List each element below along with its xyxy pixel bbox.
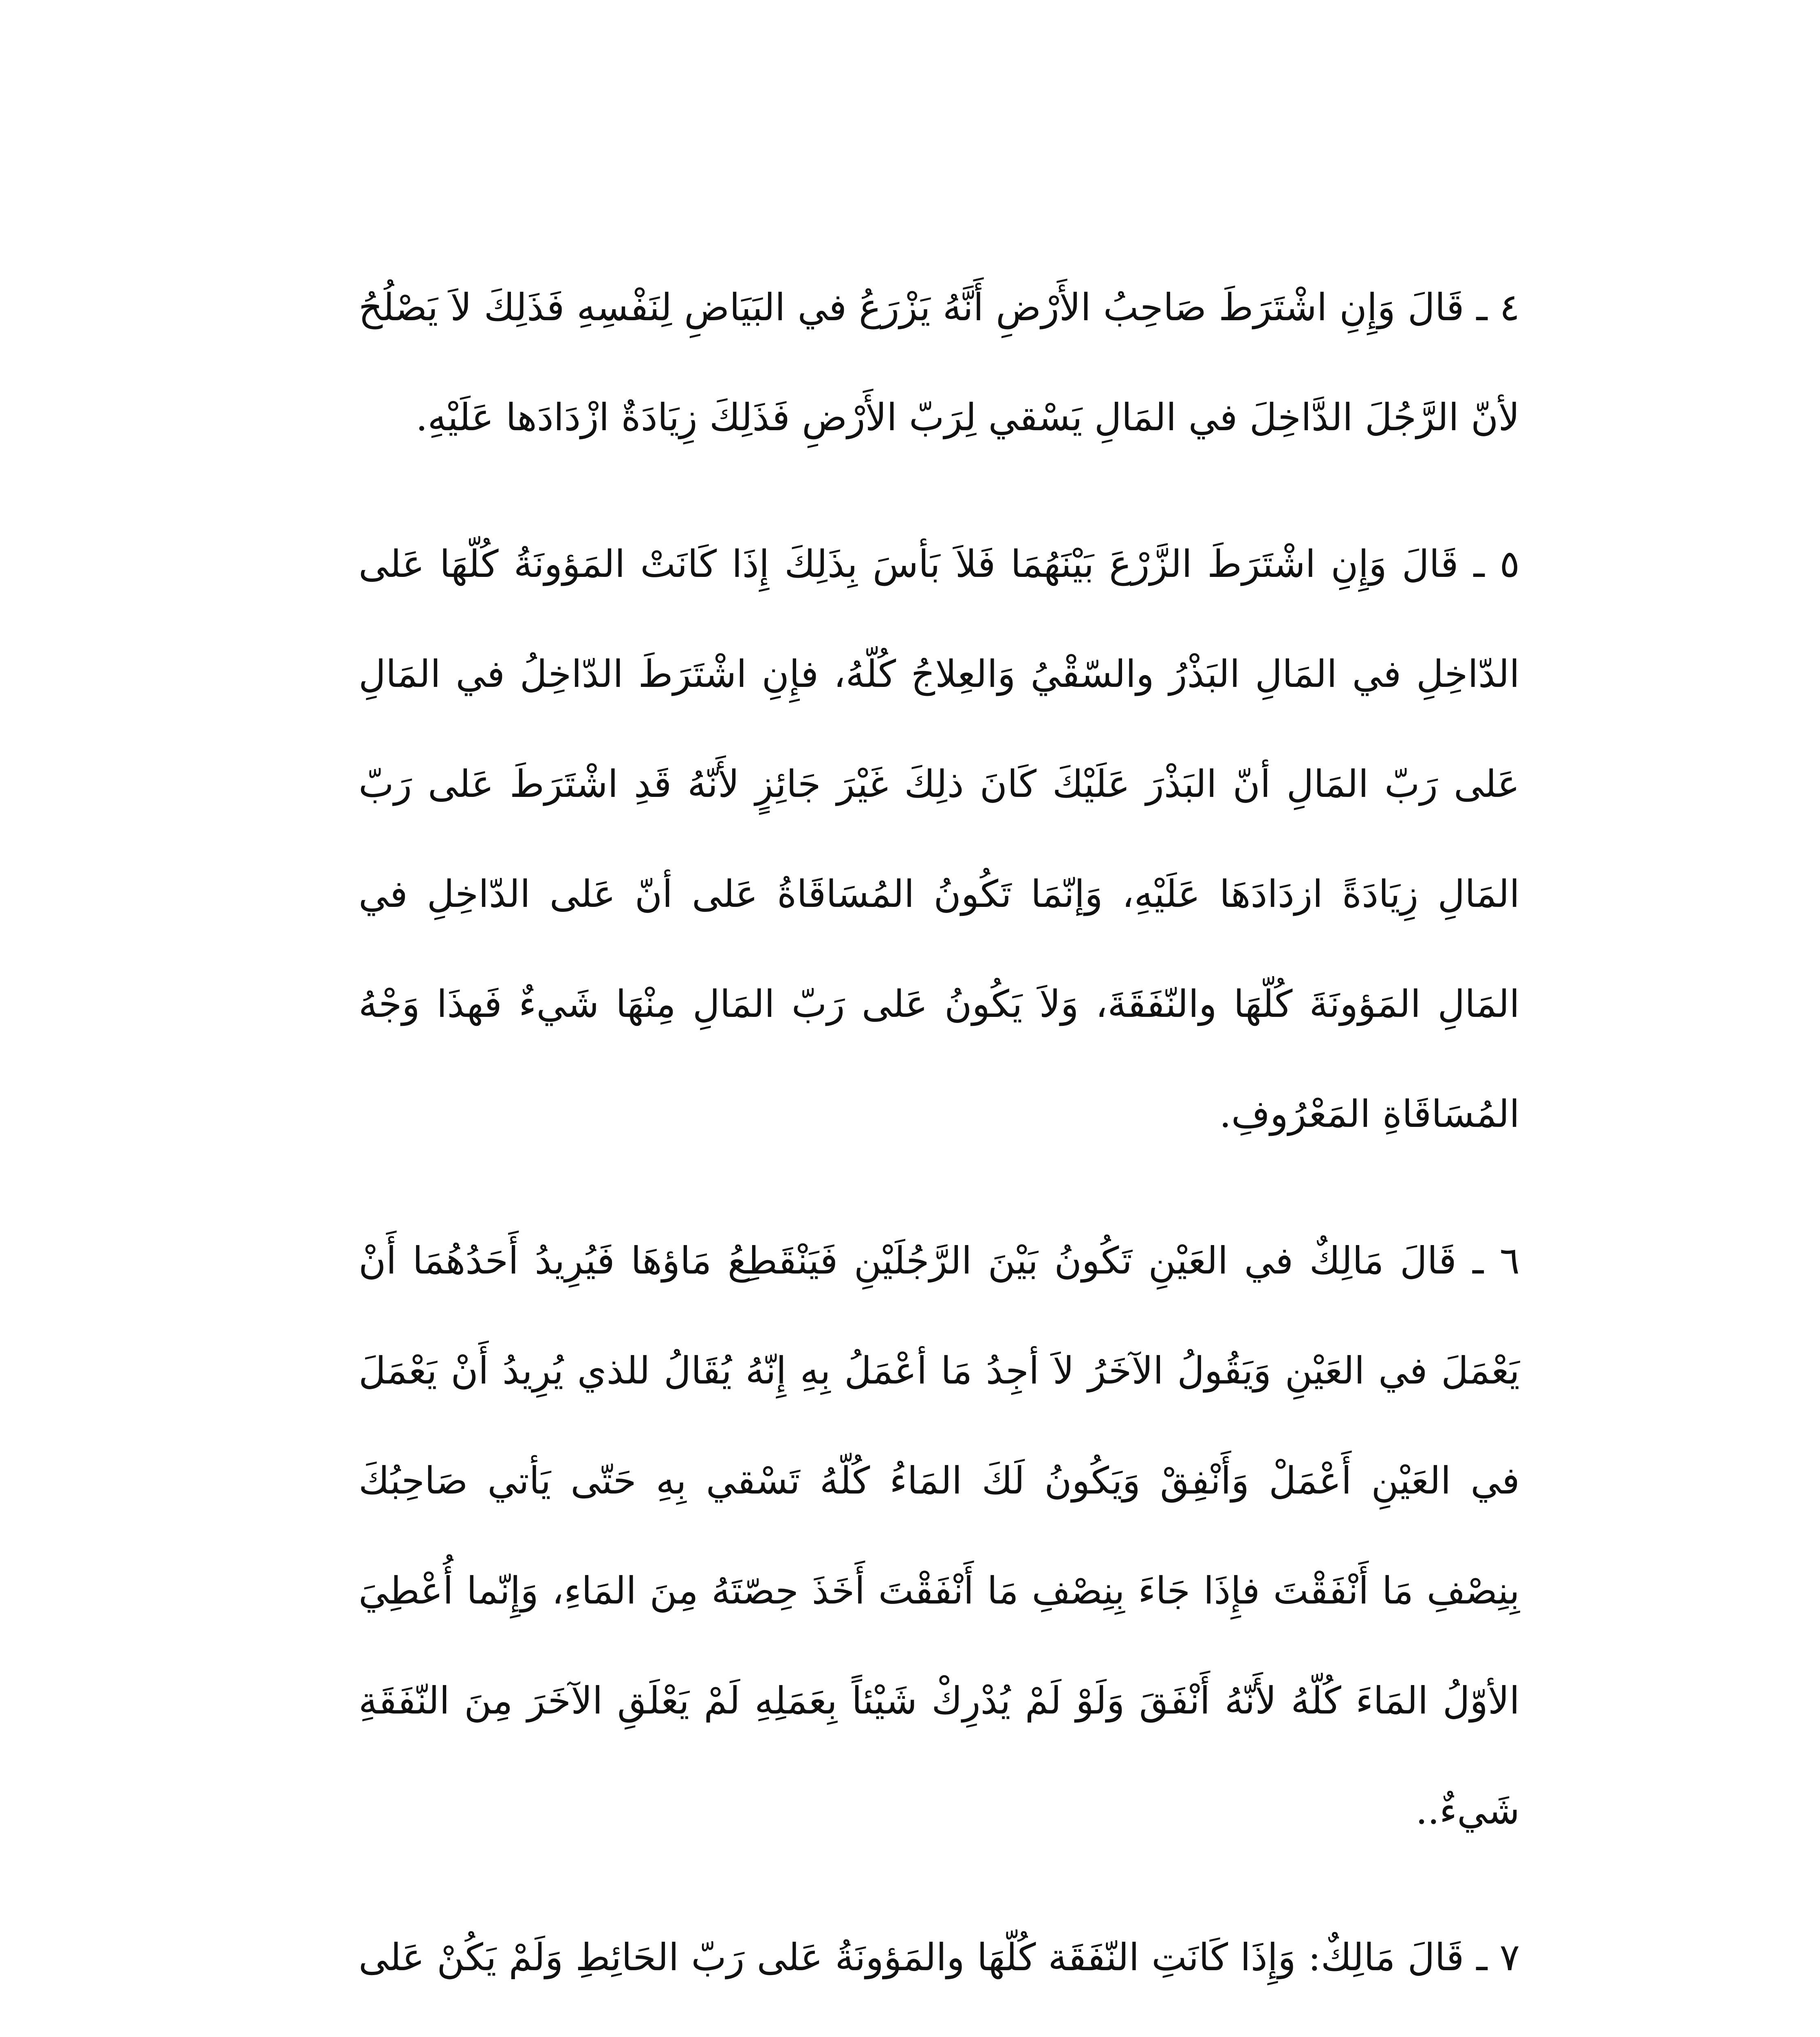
body-text: [359, 253, 1520, 2037]
paragraph-7: ٧ ـ قَالَ مَالِكٌ: وَإِذَا كَانَتِ النّفَقَة كُلّهَا والمَؤونَةُ عَلى رَبّ الحَائِطِ وَلَمْ يَكُنْ عَلى: [359, 1936, 1520, 1979]
paragraph-4: ٤ ـ قَالَ وَإِنِ اشْتَرَطَ صَاحِبُ الأَرْضِ أَنَّهُ يَزْرَعُ في البَيَاضِ لِنَفْسِهِ فَذَلِكَ لاَ يَصْلُحُ لأنّ الرَّجُلَ الدَّاخِلَ في المَالِ يَسْقي لِرَبّ الأَرْضِ فَذَلِكَ زِيَادَةٌ ازْدَادَها عَلَيْهِ.: [359, 286, 1520, 439]
paragraph-6: ٦ ـ قَالَ مَالِكٌ في العَيْنِ تَكُونُ بَيْنَ الرَّجُلَيْنِ فَيَنْقَطِعُ مَاؤهَا فَيُرِيدُ أَحَدُهُمَا أَنْ يَعْمَلَ في العَيْنِ وَيَقُولُ الآخَرُ لاَ أجِدُ مَا أعْمَلُ بِهِ إِنّهُ يُقَالُ للذي يُرِيدُ أَنْ يَعْمَلَ في العَيْنِ أَعْمَلْ وَأَنْفِقْ وَيَكُونُ لَكَ المَاءُ كُلّهُ تَسْقي بِهِ حَتّى يَأتي صَاحِبُكَ بِنِصْفِ مَا أَنْفَقْتَ فإِذَا جَاءَ بِنِصْفِ مَا أَنْفَقْتَ أَخَذَ حِصّتَهُ مِنَ المَاءِ، وَإِنّما أُعْطِيَ الأوّلُ المَاءَ كُلّهُ لأَنّهُ أَنْفَقَ وَلَوْ لَمْ يُدْرِكْ شَيْئاً بِعَمَلِهِ لَمْ يَعْلَقِ الآخَرَ مِنَ النّفَقَةِ شَيءٌ..: [359, 1239, 1520, 1832]
paragraph-5: ٥ ـ قَالَ وَإِنِ اشْتَرَطَ الزَّرْعَ بَيْنَهُمَا فَلاَ بَأسَ بِذَلِكَ إِذَا كَانَتْ المَؤونَةُ كُلّهَا عَلى الدّاخِلِ في المَالِ البَذْرُ والسّقْيُ وَالعِلاجُ كُلّهُ، فإِنِ اشْتَرَطَ الدّاخِلُ في المَالِ عَلى رَبّ المَالِ أنّ البَذْرَ عَلَيْكَ كَانَ ذلِكَ غَيْرَ جَائِزٍ لأَنّهُ قَدِ اشْتَرَطَ عَلى رَبّ المَالِ زِيَادَةً ازدَادَهَا عَلَيْهِ، وَإنّمَا تَكُونُ المُسَاقَاةُ عَلى أنّ عَلى الدّاخِلِ في المَالِ المَؤونَةَ كُلّهَا والنّفَقَةَ، وَلاَ يَكُونُ عَلى رَبّ المَالِ مِنْهَا شَيءٌ فَهذَا وَجْهُ المُسَاقَاةِ المَعْرُوفِ.: [359, 542, 1520, 1136]
